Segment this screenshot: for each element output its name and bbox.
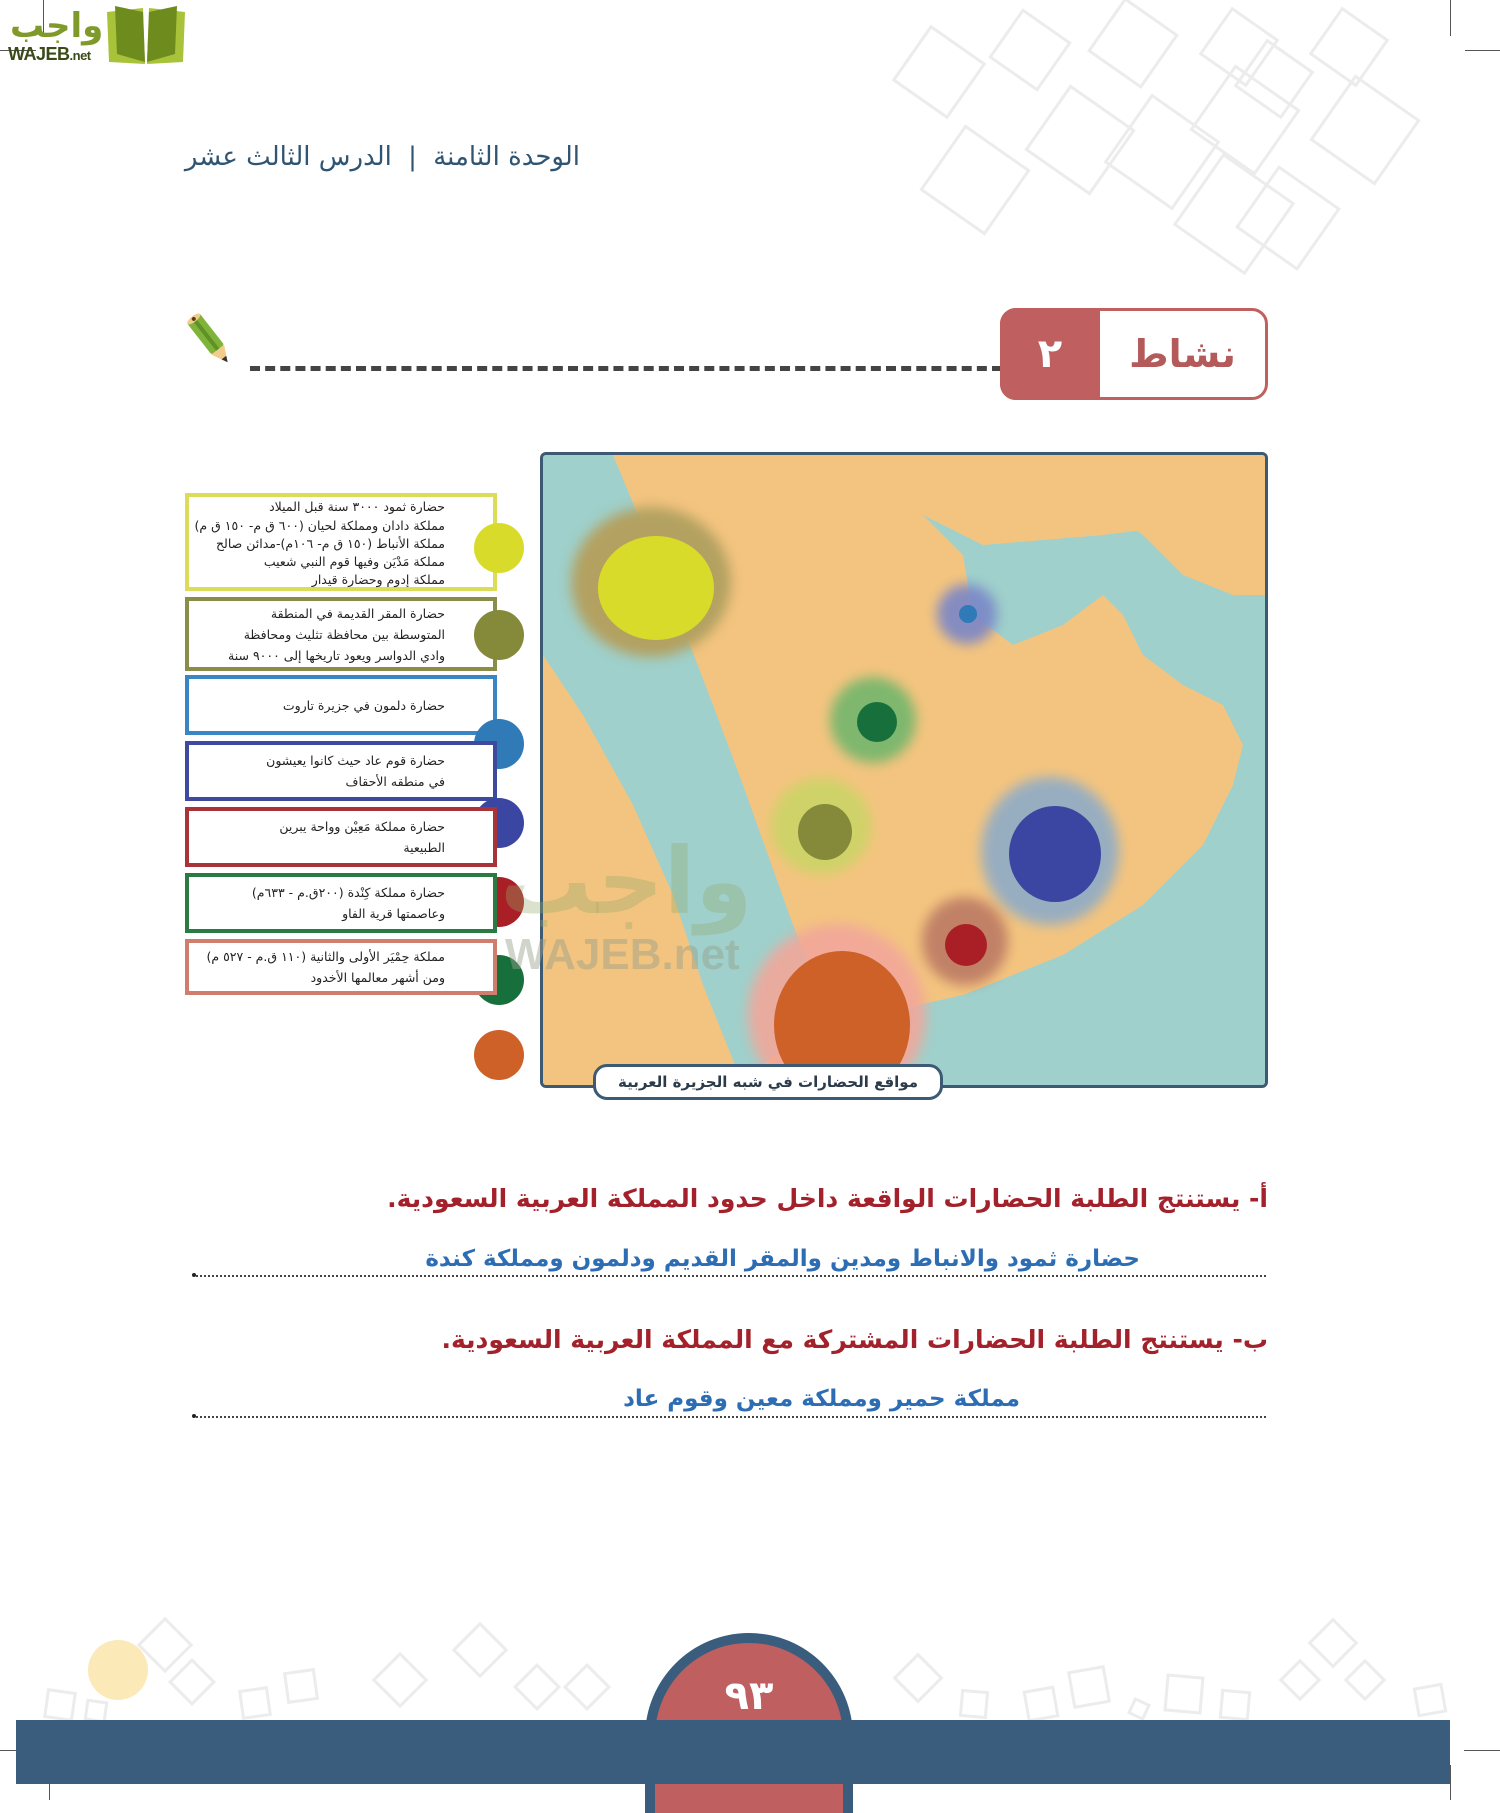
legend-text: حضارة مملكة مَعِيْن وواحة يبرين: [279, 819, 445, 834]
answer-line-b: [196, 1416, 1266, 1418]
legend-item-main: [185, 807, 497, 867]
legend-text: حضارة المقر القديمة في المنطقة: [270, 605, 445, 621]
dashed-divider: [250, 366, 1002, 371]
answer-b[interactable]: مملكة حمير ومملكة معين وقوم عاد: [623, 1386, 1020, 1412]
legend-text: مملكة إدوم وحضارة قيدار: [311, 571, 445, 587]
arabian-peninsula-map: [540, 452, 1268, 1088]
legend-item-aad: [185, 741, 497, 801]
activity-header: [1000, 308, 1268, 400]
crop-mark: [1465, 50, 1500, 51]
page-number: ٩٣: [724, 1673, 774, 1719]
activity-label: نشاط: [1129, 332, 1236, 376]
lesson-title: الدرس الثالث عشر: [184, 142, 392, 172]
legend-text: حضارة قوم عاد حيث كانوا يعيشون: [266, 753, 445, 768]
pencil-icon: [186, 310, 236, 372]
footer-bar: [16, 1720, 1450, 1784]
legend-text: مملكة دادان ومملكة لحيان (٦٠٠ ق م- ١٥٠ ق م): [194, 517, 445, 533]
legend-text: حضارة دلمون في جزيرة تاروت: [282, 697, 445, 713]
map-caption: مواقع الحضارات في شبه الجزيرة العربية: [593, 1064, 943, 1100]
answer-a[interactable]: حضارة ثمود والانباط ومدين والمقر القديم ودلمون ومملكة كندة: [425, 1246, 1140, 1272]
legend-color-dot: [474, 1030, 524, 1080]
legend-text: حضارة مملكة كِنْدة (٢٠٠ق.م - ٦٣٣م): [251, 885, 445, 900]
header-separator: |: [408, 142, 417, 172]
legend-item-thamud: [185, 493, 497, 591]
activity-number: ٢: [1000, 308, 1100, 400]
answer-bullet: [192, 1273, 196, 1277]
answer-bullet: [192, 1414, 196, 1418]
page-header: [185, 142, 580, 172]
unit-title: الوحدة الثامنة: [433, 142, 580, 172]
legend-item-kinda: [185, 873, 497, 933]
legend-item-maqar: [185, 597, 497, 671]
answer-line-a: [196, 1275, 1266, 1277]
book-icon: [105, 4, 187, 66]
watermark-latin: WAJEB.net: [505, 930, 740, 979]
legend-text: حضارة ثمود ٣٠٠٠ سنة قبل الميلاد: [269, 498, 445, 514]
legend-text: الطبيعية: [403, 840, 445, 855]
legend-text: مملكة مَدْيَن وفيها قوم النبي شعيب: [263, 553, 445, 569]
legend-text: المتوسطة بين محافظة تثليث ومحافظة: [243, 626, 445, 642]
logo-latin-text: WAJEB.net: [8, 44, 91, 64]
legend-text: مملكة حِمْيَر الأولى والثانية (١١٠ ق.م - ٥٢٧ م): [206, 949, 445, 964]
legend-text: وعاصمتها قرية الفاو: [342, 906, 445, 921]
question-a: أ- يستنتج الطلبة الحضارات الواقعة داخل حدود المملكة العربية السعودية.: [387, 1184, 1268, 1213]
legend-item-himyar: [185, 939, 497, 995]
publisher-logo-icon: [88, 1640, 148, 1700]
legend-color-dot: [474, 610, 524, 660]
question-b: ب- يستنتج الطلبة الحضارات المشتركة مع المملكة العربية السعودية.: [441, 1325, 1268, 1354]
crop-mark: [1464, 1750, 1500, 1751]
legend-text: مملكة الأنباط (١٥٠ ق م- ١٠٦م)-مدائن صالح: [215, 535, 445, 551]
crop-mark: [1450, 0, 1451, 36]
crop-mark: [1450, 1765, 1451, 1800]
legend-text: في منطقه الأحقاف: [345, 774, 445, 789]
legend-text: وادي الدواسر ويعود تاريخها إلى ٩٠٠٠ سنة: [228, 647, 445, 663]
legend-text: ومن أشهر معالمها الأخدود: [310, 970, 445, 985]
legend-color-dot: [474, 523, 524, 573]
watermark-arabic: واجب: [500, 828, 753, 935]
logo-arabic-text: واجب: [10, 6, 104, 46]
legend-item-dilmun: [185, 675, 497, 735]
